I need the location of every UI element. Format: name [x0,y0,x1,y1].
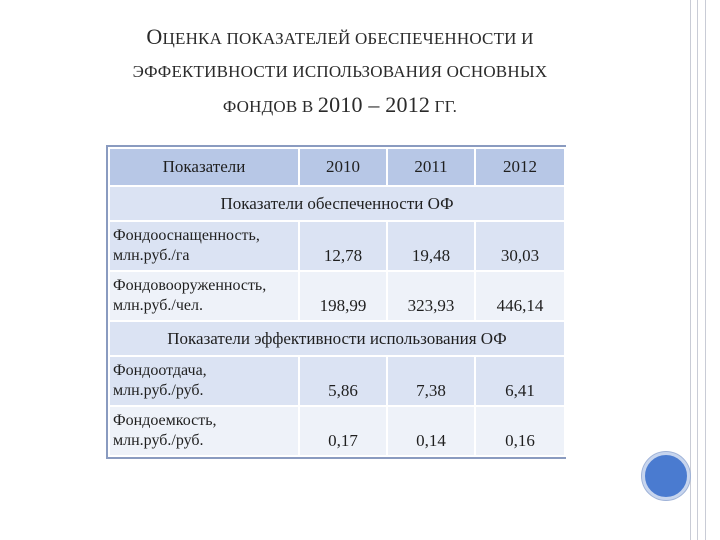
title-line-3-tail: ГГ. [434,97,458,116]
table-cell: 0,14 [387,406,475,456]
row-label [109,406,299,456]
title-line-1 [40,20,640,55]
row-label-name: Фондоотдача, [113,362,207,379]
table-cell: 7,38 [387,356,475,406]
table-row [109,356,565,406]
decorative-circle [642,452,690,500]
section-title: Показатели эффективности использования ОФ [109,321,565,356]
section-row-efficiency [109,321,565,356]
table-row [109,406,565,456]
title-years: 2010 – 2012 [317,92,431,117]
table-cell: 19,48 [387,221,475,271]
table-cell: 323,93 [387,271,475,321]
decorative-border-line [705,0,706,540]
column-header-2011: 2011 [387,148,475,186]
section-title: Показатели обеспеченности ОФ [109,186,565,221]
title-line-3-text: ФОНДОВ В [222,97,314,116]
row-label-unit: млн.руб./га [113,247,190,264]
table-cell: 6,41 [475,356,565,406]
row-label-unit: млн.руб./руб. [113,382,204,399]
column-header-2010: 2010 [299,148,387,186]
table-cell: 30,03 [475,221,565,271]
section-row-provision [109,186,565,221]
title-line-1-rest: ЦЕНКА ПОКАЗАТЕЛЕЙ ОБЕСПЕЧЕННОСТИ И [162,29,534,48]
row-label-unit: млн.руб./чел. [113,297,203,314]
table-cell: 5,86 [299,356,387,406]
title-line-2: ЭФФЕКТИВНОСТИ ИСПОЛЬЗОВАНИЯ ОСНОВНЫХ [132,62,548,81]
row-label-name: Фондооснащенность, [113,227,260,244]
table-row [109,271,565,321]
column-header-indicators: Показатели [109,148,299,186]
title-lead-letter: О [146,24,163,49]
table-row [109,221,565,271]
indicators-table [106,145,566,459]
title-line-3 [40,88,640,123]
table-cell: 446,14 [475,271,565,321]
decorative-border-line [697,0,698,540]
table-cell: 12,78 [299,221,387,271]
row-label-name: Фондоемкость, [113,412,217,429]
table-cell: 0,17 [299,406,387,456]
slide-title [40,20,640,123]
table-header-row [109,148,565,186]
row-label [109,271,299,321]
row-label-name: Фондовооруженность, [113,277,267,294]
decorative-border-line [690,0,691,540]
table-cell: 198,99 [299,271,387,321]
row-label-unit: млн.руб./руб. [113,432,204,449]
column-header-2012: 2012 [475,148,565,186]
row-label [109,356,299,406]
row-label [109,221,299,271]
table-cell: 0,16 [475,406,565,456]
